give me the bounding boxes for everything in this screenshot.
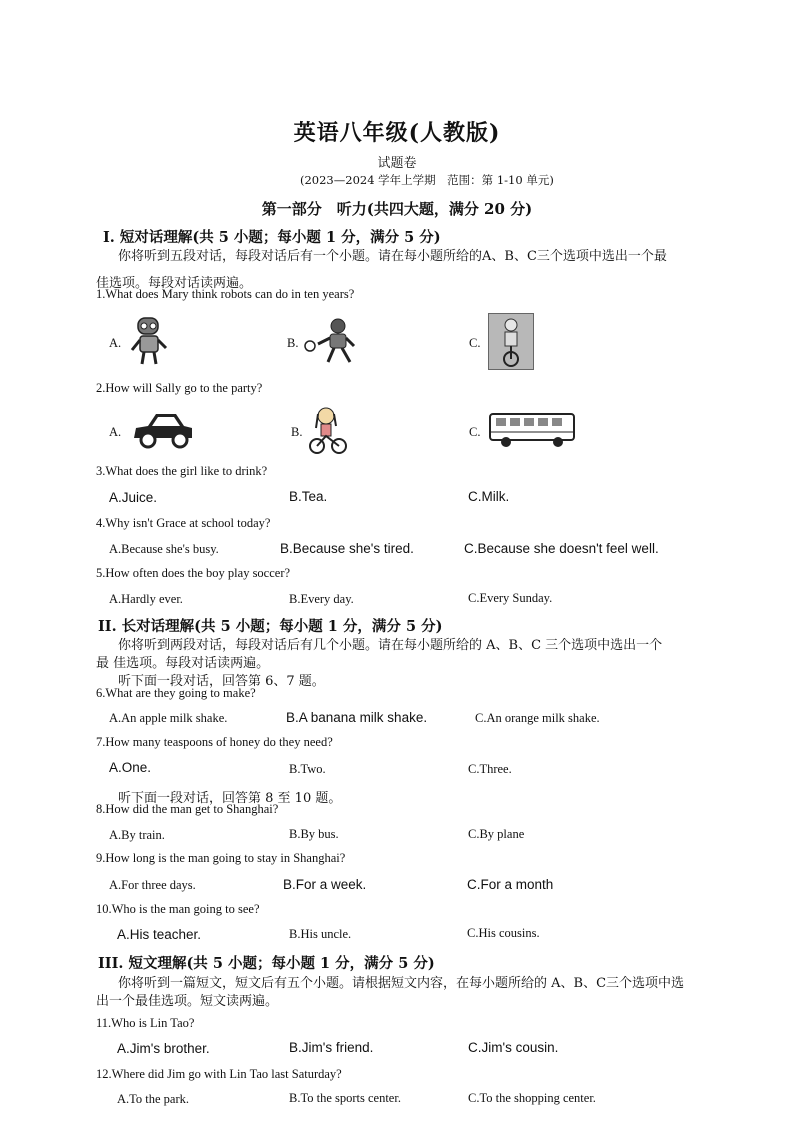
q3-option-c[interactable]: C.Milk.: [468, 489, 510, 504]
q8-option-a[interactable]: A.By train.: [109, 828, 165, 842]
page-title: 英语八年级(人教版): [293, 120, 501, 146]
section-2-heading: II. 长对话理解(共 5 小题；每小题 1 分，满分 5 分): [98, 618, 443, 635]
q11-option-a[interactable]: A.Jim's brother.: [117, 1041, 210, 1056]
robot-icon: [128, 316, 170, 366]
section-1-heading: I. 短对话理解(共 5 小题；每小题 1 分，满分 5 分): [103, 229, 441, 246]
q1-option-c[interactable]: C.: [469, 336, 481, 350]
section-1-instruction-cont: 佳选项。每段对话读两遍。: [96, 276, 253, 291]
bus-icon: [488, 410, 576, 450]
q9-option-c[interactable]: C.For a month: [467, 877, 554, 892]
q4-option-b[interactable]: B.Because she's tired.: [280, 541, 414, 556]
car-icon: [130, 410, 196, 450]
q9-option-a[interactable]: A.For three days.: [109, 878, 196, 892]
robot-riding-bike-icon: [488, 313, 534, 370]
question-11: 11.Who is Lin Tao?: [96, 1016, 195, 1030]
q5-option-c[interactable]: C.Every Sunday.: [468, 591, 553, 605]
q5-option-b[interactable]: B.Every day.: [289, 592, 354, 606]
q5-option-a[interactable]: A.Hardly ever.: [109, 592, 183, 606]
q7-option-b[interactable]: B.Two.: [289, 762, 326, 776]
page-subtitle: 试题卷: [377, 156, 417, 171]
section-2-instruction-cont: 最 佳选项。每段对话读两遍。: [96, 656, 270, 671]
question-8: 8.How did the man get to Shanghai?: [96, 802, 279, 816]
question-5: 5.How often does the boy play soccer?: [96, 566, 291, 580]
q6-option-c[interactable]: C.An orange milk shake.: [475, 711, 600, 725]
q8-option-b[interactable]: B.By bus.: [289, 827, 339, 841]
question-7: 7.How many teaspoons of honey do they need?: [96, 735, 333, 749]
question-4: 4.Why isn't Grace at school today?: [96, 516, 271, 530]
question-1: 1.What does Mary think robots can do in ten years?: [96, 287, 355, 301]
q10-option-c[interactable]: C.His cousins.: [467, 926, 540, 940]
q7-option-a[interactable]: A.One.: [109, 760, 152, 775]
question-6: 6.What are they going to make?: [96, 686, 256, 700]
q8-option-c[interactable]: C.By plane: [468, 827, 525, 841]
q4-option-c[interactable]: C.Because she doesn't feel well.: [464, 541, 659, 556]
q4-option-a[interactable]: A.Because she's busy.: [109, 542, 219, 556]
q12-option-a[interactable]: A.To the park.: [117, 1092, 190, 1106]
q10-option-b[interactable]: B.His uncle.: [289, 927, 352, 941]
section-2-instruction: 你将听到两段对话，每段对话后有几个小题。请在每小题所给的 A、B、C 三个选项中选出一个: [118, 638, 663, 653]
girl-riding-bike-icon: [308, 406, 348, 456]
q1-option-b[interactable]: B.: [287, 336, 299, 350]
q6-option-b[interactable]: B.A banana milk shake.: [286, 710, 428, 725]
q11-option-c[interactable]: C.Jim's cousin.: [468, 1040, 559, 1055]
part-heading: 第一部分 听力(共四大题，满分 20 分): [261, 200, 533, 218]
q3-option-a[interactable]: A.Juice.: [109, 490, 158, 505]
question-10: 10.Who is the man going to see?: [96, 902, 260, 916]
q10-option-a[interactable]: A.His teacher.: [117, 927, 202, 942]
exam-range: (2023—2024 学年上学期 范围：第 1-10 单元): [300, 173, 554, 187]
q1-option-a[interactable]: A.: [109, 336, 122, 350]
question-12: 12.Where did Jim go with Lin Tao last Saturday?: [96, 1067, 342, 1081]
q2-option-a[interactable]: A.: [109, 425, 122, 439]
q6-option-a[interactable]: A.An apple milk shake.: [109, 711, 228, 725]
q2-option-c[interactable]: C.: [469, 425, 481, 439]
section-2-lead-2: 听下面一段对话，回答第 8 至 10 题。: [118, 791, 342, 806]
q7-option-c[interactable]: C.Three.: [468, 762, 512, 776]
q2-option-b[interactable]: B.: [291, 425, 303, 439]
section-2-lead-1: 听下面一段对话，回答第 6、7 题。: [118, 674, 325, 689]
q12-option-b[interactable]: B.To the sports center.: [289, 1091, 401, 1105]
q9-option-b[interactable]: B.For a week.: [283, 877, 367, 892]
section-1-instruction: 你将听到五段对话，每段对话后有一个小题。请在每小题所给的A、B、C三个选项中选出一个最: [118, 249, 667, 264]
q12-option-c[interactable]: C.To the shopping center.: [468, 1091, 596, 1105]
section-3-heading: III. 短文理解(共 5 小题；每小题 1 分，满分 5 分): [98, 955, 435, 972]
section-3-instruction-cont: 出一个最佳选项。短文读两遍。: [96, 994, 279, 1009]
q11-option-b[interactable]: B.Jim's friend.: [289, 1040, 374, 1055]
question-9: 9.How long is the man going to stay in Shanghai?: [96, 851, 346, 865]
question-2: 2.How will Sally go to the party?: [96, 381, 263, 395]
q3-option-b[interactable]: B.Tea.: [289, 489, 328, 504]
question-3: 3.What does the girl like to drink?: [96, 464, 268, 478]
robot-playing-ball-icon: [304, 318, 360, 366]
section-3-instruction: 你将听到一篇短文，短文后有五个小题。请根据短文内容，在每小题所给的 A、B、C三个选项中选: [118, 976, 685, 991]
